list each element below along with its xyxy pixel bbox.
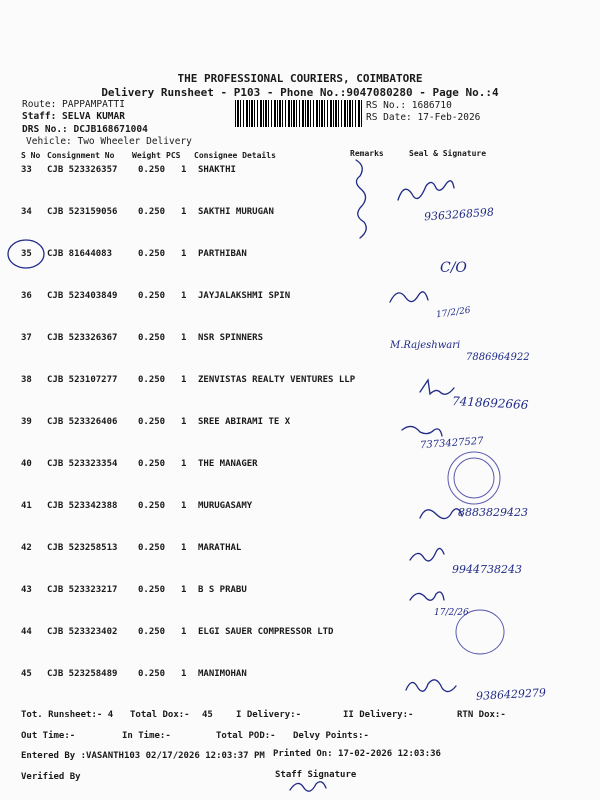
row-weight: 0.250 xyxy=(138,417,166,427)
row-consignment: CJB 81644083 xyxy=(47,249,113,259)
row-weight: 0.250 xyxy=(138,585,166,595)
row-consignee: JAYJALAKSHMI SPIN xyxy=(198,291,291,301)
hw-phone-39: 7373427527 xyxy=(419,435,484,452)
row-weight: 0.250 xyxy=(138,291,166,301)
row-pcs: 1 xyxy=(181,207,187,217)
row-pcs: 1 xyxy=(181,543,187,553)
verified-by: Verified By xyxy=(21,772,81,782)
total-dox-value: 45 xyxy=(202,710,213,720)
row-consignment: CJB 523323354 xyxy=(47,459,118,469)
row-weight: 0.250 xyxy=(138,501,166,511)
row-consignee: PARTHIBAN xyxy=(198,249,247,259)
row-weight: 0.250 xyxy=(138,459,166,469)
signature-38 xyxy=(420,380,454,394)
hw-phone-38: 7418692666 xyxy=(451,394,529,412)
hw-date-36: 17/2/26 xyxy=(435,305,472,321)
hw-phone-41: 8883829423 xyxy=(458,506,528,519)
out-time: Out Time:- xyxy=(21,731,76,741)
row-weight: 0.250 xyxy=(138,375,166,385)
signature-45 xyxy=(406,680,456,692)
col-remarks: Remarks xyxy=(350,149,384,158)
row-consignee: MARATHAL xyxy=(198,543,242,553)
row-consignment: CJB 523323217 xyxy=(47,585,118,595)
drs-number: DRS No.: DCJB168671004 xyxy=(22,124,148,135)
row-consignee: SREE ABIRAMI TE X xyxy=(198,417,291,427)
row-pcs: 1 xyxy=(181,459,187,469)
row-pcs: 1 xyxy=(181,165,187,175)
route: Route: PAPPAMPATTI xyxy=(22,99,125,110)
col-consignee: Consignee Details xyxy=(194,151,276,160)
hw-phone-42: 9944738243 xyxy=(452,563,522,576)
row-consignee: THE MANAGER xyxy=(198,459,258,469)
col-weight: Weight xyxy=(132,151,161,160)
row-sno: 40 xyxy=(21,459,32,469)
row-consignee: SAKTHI MURUGAN xyxy=(198,207,274,217)
row-pcs: 1 xyxy=(181,627,187,637)
rs-number: RS No.: 1686710 xyxy=(366,100,452,111)
row-consignment: CJB 523159056 xyxy=(47,207,118,217)
hw-phone-45: 9386429279 xyxy=(475,686,547,703)
total-dox-label: Total Dox:- xyxy=(130,710,190,720)
row-weight: 0.250 xyxy=(138,627,166,637)
row-weight: 0.250 xyxy=(138,207,166,217)
col-sno: S No xyxy=(21,151,41,160)
entered-by: Entered By :VASANTH103 02/17/2026 12:03:37 PM xyxy=(21,751,265,761)
rtn-dox: RTN Dox:- xyxy=(457,710,506,720)
row-sno: 36 xyxy=(21,291,32,301)
circle-mark-35 xyxy=(8,240,44,268)
delvy-points: Delvy Points:- xyxy=(293,731,369,741)
vehicle: Vehicle: Two Wheeler Delivery xyxy=(26,136,192,147)
hw-date-43: 17/2/26 xyxy=(434,608,469,618)
staff: Staff: SELVA KUMAR xyxy=(22,111,125,122)
company-title: THE PROFESSIONAL COURIERS, COIMBATORE xyxy=(177,72,423,85)
row-consignment: CJB 523342388 xyxy=(47,501,118,511)
staff-signature-mark xyxy=(290,782,326,791)
brace-mark xyxy=(356,160,366,238)
row-consignment: CJB 523326367 xyxy=(47,333,118,343)
signature-42 xyxy=(410,548,444,560)
row-sno: 39 xyxy=(21,417,32,427)
printed-on: Printed On: 17-02-2026 12:03:36 xyxy=(273,749,441,759)
signature-34 xyxy=(398,181,454,200)
staff-signature: Staff Signature xyxy=(275,770,357,780)
row-consignment: CJB 523258489 xyxy=(47,669,118,679)
row-sno: 35 xyxy=(21,249,32,259)
col-seal: Seal & Signature xyxy=(409,149,487,158)
rs-date: RS Date: 17-Feb-2026 xyxy=(366,112,481,123)
row-sno: 33 xyxy=(21,165,32,175)
signature-41 xyxy=(420,509,462,519)
row-weight: 0.250 xyxy=(138,543,166,553)
seal-stamp-40 xyxy=(448,452,500,504)
row-weight: 0.250 xyxy=(138,333,166,343)
row-sno: 41 xyxy=(21,501,32,511)
row-sno: 45 xyxy=(21,669,32,679)
row-consignment: CJB 523403849 xyxy=(47,291,118,301)
total-pod: Total POD:- xyxy=(216,731,276,741)
row-sno: 44 xyxy=(21,627,32,637)
ii-delivery: II Delivery:- xyxy=(343,710,414,720)
row-pcs: 1 xyxy=(181,375,187,385)
row-pcs: 1 xyxy=(181,585,187,595)
hw-phone-34: 9363268598 xyxy=(423,205,495,224)
row-sno: 37 xyxy=(21,333,32,343)
row-pcs: 1 xyxy=(181,291,187,301)
in-time: In Time:- xyxy=(122,731,171,741)
hw-phone-37: 7886964922 xyxy=(466,352,530,363)
row-consignee: ZENVISTAS REALTY VENTURES LLP xyxy=(198,375,356,385)
row-consignment: CJB 523326357 xyxy=(47,165,118,175)
row-sno: 34 xyxy=(21,207,32,217)
row-sno: 42 xyxy=(21,543,32,553)
signature-36 xyxy=(390,292,428,302)
row-pcs: 1 xyxy=(181,417,187,427)
hw-remark-35: C/O xyxy=(440,260,467,276)
signature-43 xyxy=(410,592,444,600)
row-pcs: 1 xyxy=(181,333,187,343)
col-consignment: Consignment No xyxy=(47,151,115,160)
row-consignee: MURUGASAMY xyxy=(198,501,253,511)
row-consignee: NSR SPINNERS xyxy=(198,333,264,343)
row-consignee: ELGI SAUER COMPRESSOR LTD xyxy=(198,627,334,637)
row-consignment: CJB 523323402 xyxy=(47,627,118,637)
row-consignment: CJB 523326406 xyxy=(47,417,118,427)
tot-runsheet: Tot. Runsheet:- 4 xyxy=(21,710,114,720)
row-weight: 0.250 xyxy=(138,249,166,259)
row-consignment: CJB 523107277 xyxy=(47,375,118,385)
row-pcs: 1 xyxy=(181,669,187,679)
i-delivery: I Delivery:- xyxy=(236,710,302,720)
row-consignment: CJB 523258513 xyxy=(47,543,118,553)
row-sno: 38 xyxy=(21,375,32,385)
hw-name-37: M.Rajeshwari xyxy=(390,340,461,351)
row-weight: 0.250 xyxy=(138,165,166,175)
row-weight: 0.250 xyxy=(138,669,166,679)
runsheet-subtitle: Delivery Runsheet - P103 - Phone No.:9047080280 - Page No.:4 xyxy=(101,86,499,99)
row-sno: 43 xyxy=(21,585,32,595)
row-pcs: 1 xyxy=(181,249,187,259)
row-pcs: 1 xyxy=(181,501,187,511)
signature-39 xyxy=(402,426,442,436)
col-pcs: PCS xyxy=(166,151,181,160)
row-consignee: B S PRABU xyxy=(198,585,247,595)
row-consignee: SHAKTHI xyxy=(198,165,236,175)
row-consignee: MANIMOHAN xyxy=(198,669,247,679)
